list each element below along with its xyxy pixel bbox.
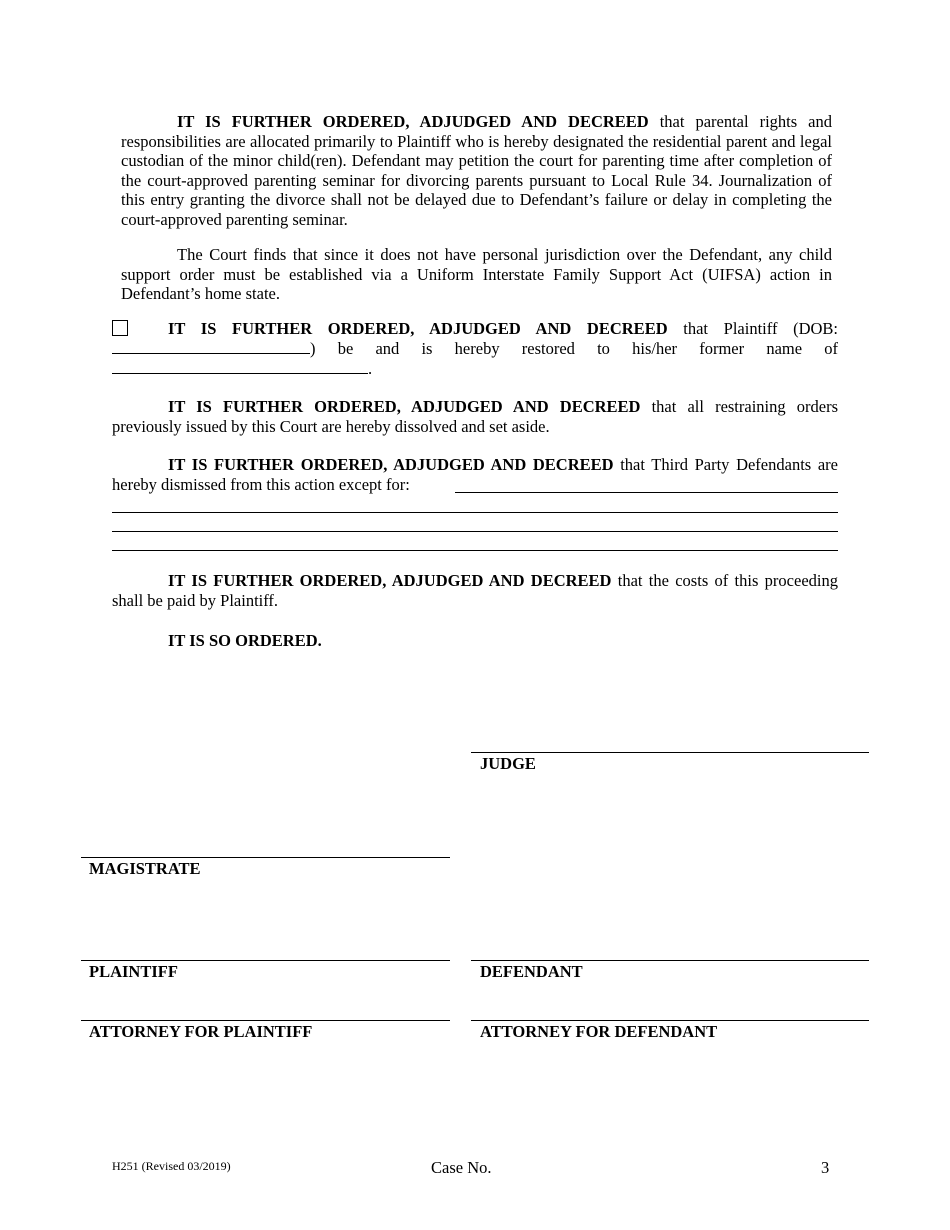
- exception-line[interactable]: [455, 492, 838, 493]
- plaintiff-label: PLAINTIFF: [89, 962, 178, 981]
- paragraph-body: that Third Party Defendants are hereby dismissed from this action except for:: [112, 455, 838, 494]
- magistrate-label: MAGISTRATE: [89, 859, 201, 878]
- dob-field[interactable]: [112, 339, 310, 354]
- defendant-signature-line[interactable]: [471, 960, 869, 961]
- paragraph-third-party: [112, 455, 838, 494]
- paragraph-body: The Court finds that since it does not have personal jurisdiction over the Defendant, any child support order must be established via a Uniform Interstate Family Support Act (UIFSA) action in Defendant’s home state.: [121, 245, 832, 303]
- form-id: H251 (Revised 03/2019): [112, 1159, 231, 1173]
- judge-label: JUDGE: [480, 754, 536, 773]
- page-number: 3: [821, 1158, 830, 1177]
- decree-lead: IT IS FURTHER ORDERED, ADJUDGED AND DECREED: [168, 571, 612, 590]
- attorney-defendant-signature-line[interactable]: [471, 1020, 869, 1021]
- paragraph-body: that Plaintiff (DOB:: [667, 319, 839, 338]
- decree-lead: IT IS FURTHER ORDERED, ADJUDGED AND DECREED: [168, 319, 668, 338]
- judge-signature-line[interactable]: [471, 752, 869, 753]
- paragraph-name-restoration: IT IS FURTHER ORDERED, ADJUDGED AND DECREED that Plaintiff (DOB: ) be and is hereby restored to his/her former name of .: [112, 319, 838, 379]
- decree-lead: IT IS FURTHER ORDERED, ADJUDGED AND DECREED: [168, 397, 641, 416]
- attorney-plaintiff-label: ATTORNEY FOR PLAINTIFF: [89, 1022, 313, 1041]
- paragraph-restraining-orders: [112, 397, 838, 436]
- paragraph-body: that the costs of this proceeding shall be paid by Plaintiff.: [112, 571, 838, 610]
- defendant-label: DEFENDANT: [480, 962, 583, 981]
- decree-lead: IT IS FURTHER ORDERED, ADJUDGED AND DECREED: [168, 455, 614, 474]
- exception-line[interactable]: [112, 512, 838, 513]
- paragraph-parental-rights: [121, 112, 832, 229]
- paragraph-body: that parental rights and responsibilities are allocated primarily to Plaintiff who is hereby designated the residential parent and legal custodian of the minor child(ren). Defendant may petition the court for parenting time after completion of the court-approved parenting seminar for divorcing parents pursuant to Local Rule 34. Journalization of this entry granting the divorce shall not be delayed due to Defendant’s failure or delay in completing the court-approved parenting seminar.: [121, 112, 832, 229]
- attorney-defendant-label: ATTORNEY FOR DEFENDANT: [480, 1022, 718, 1041]
- magistrate-signature-line[interactable]: [81, 857, 450, 858]
- exception-line[interactable]: [112, 550, 838, 551]
- attorney-plaintiff-signature-line[interactable]: [81, 1020, 450, 1021]
- so-ordered: IT IS SO ORDERED.: [168, 631, 322, 650]
- exception-line[interactable]: [112, 531, 838, 532]
- paragraph-child-support: [121, 245, 832, 304]
- paragraph-costs: [112, 571, 838, 610]
- paragraph-body: that all restraining orders previously issued by this Court are hereby dissolved and set aside.: [112, 397, 838, 436]
- plaintiff-signature-line[interactable]: [81, 960, 450, 961]
- decree-lead: IT IS FURTHER ORDERED, ADJUDGED AND DECREED: [177, 112, 649, 131]
- paragraph-body: ) be and is hereby restored to his/her former name of: [310, 339, 838, 358]
- former-name-field[interactable]: [112, 359, 368, 374]
- case-number-label: Case No.: [431, 1158, 492, 1177]
